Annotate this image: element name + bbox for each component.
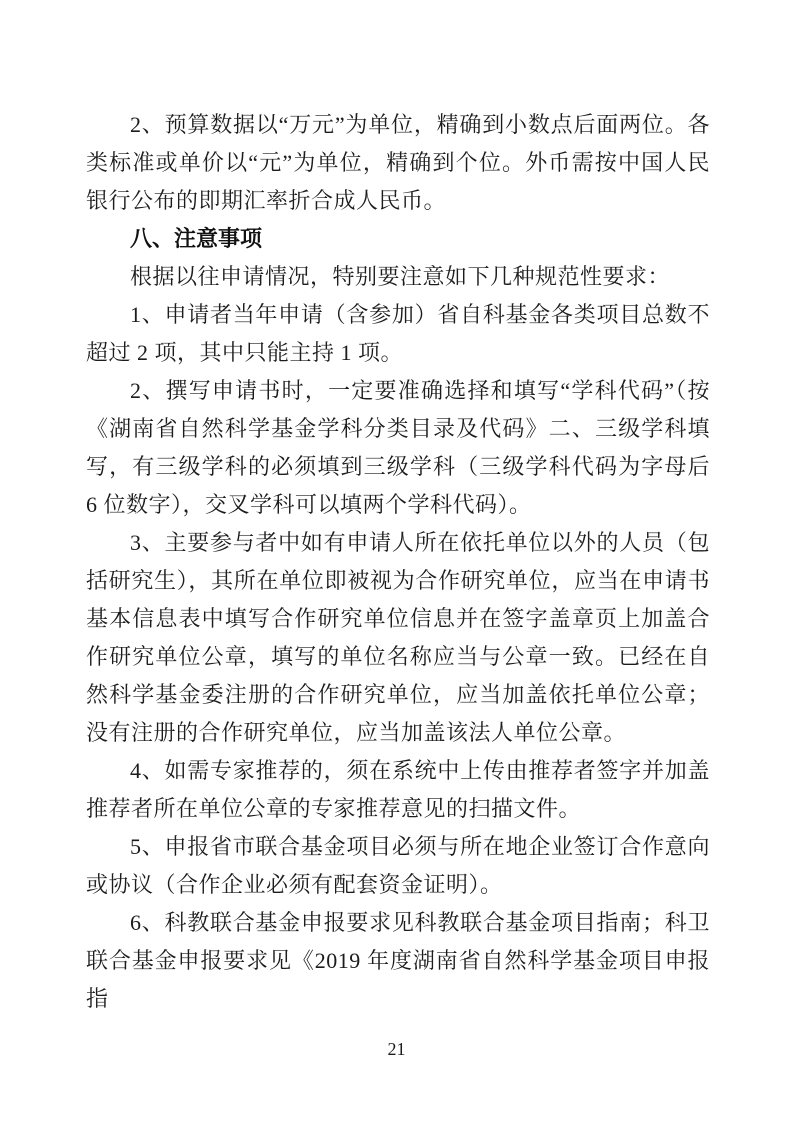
section-heading-notes: 八、注意事项 xyxy=(130,226,263,251)
paragraph-budget-units: 2、预算数据以“万元”为单位，精确到小数点后面两位。各类标准或单价以“元”为单位，精确到个位。外币需按中国人民银行公布的即期汇率折合成人民币。 xyxy=(86,112,710,213)
page-number: 21 xyxy=(387,1039,406,1059)
paragraph-intro-requirements: 根据以往申请情况，特别要注意如下几种规范性要求： xyxy=(130,264,671,289)
note-item-5-joint-fund-agreement: 5、申报省市联合基金项目必须与所在地企业签订合作意向或协议（合作企业必须有配套资金证明）。 xyxy=(86,834,710,897)
note-item-2-subject-code: 2、撰写申请书时，一定要准确选择和填写“学科代码”（按《湖南省自然科学基金学科分类目录及代码》二、三级学科填写，有三级学科的必须填到三级学科（三级学科代码为字母后 6 位数字），交叉学科可以填两个学科代码）。 xyxy=(86,378,710,517)
note-item-4-expert-recommendation: 4、如需专家推荐的，须在系统中上传由推荐者签字并加盖推荐者所在单位公章的专家推荐意见的扫描文件。 xyxy=(86,758,710,821)
note-item-6-joint-fund-guides: 6、科教联合基金申报要求见科教联合基金项目指南；科卫联合基金申报要求见《2019 年度湖南省自然科学基金项目申报指 xyxy=(86,910,710,1011)
document-content xyxy=(86,106,710,1018)
note-item-1-project-limit: 1、申请者当年申请（含参加）省自科基金各类项目总数不超过 2 项，其中只能主持 1 项。 xyxy=(86,302,710,365)
note-item-3-cooperative-unit-seal: 3、主要参与者中如有申请人所在依托单位以外的人员（包括研究生），其所在单位即被视为合作研究单位，应当在申请书基本信息表中填写合作研究单位信息并在签字盖章页上加盖合作研究单位公章，填写的单位名称应当与公章一致。已经在自然科学基金委注册的合作研究单位，应当加盖依托单位公章；没有注册的合作研究单位，应当加盖该法人单位公章。 xyxy=(86,530,710,745)
